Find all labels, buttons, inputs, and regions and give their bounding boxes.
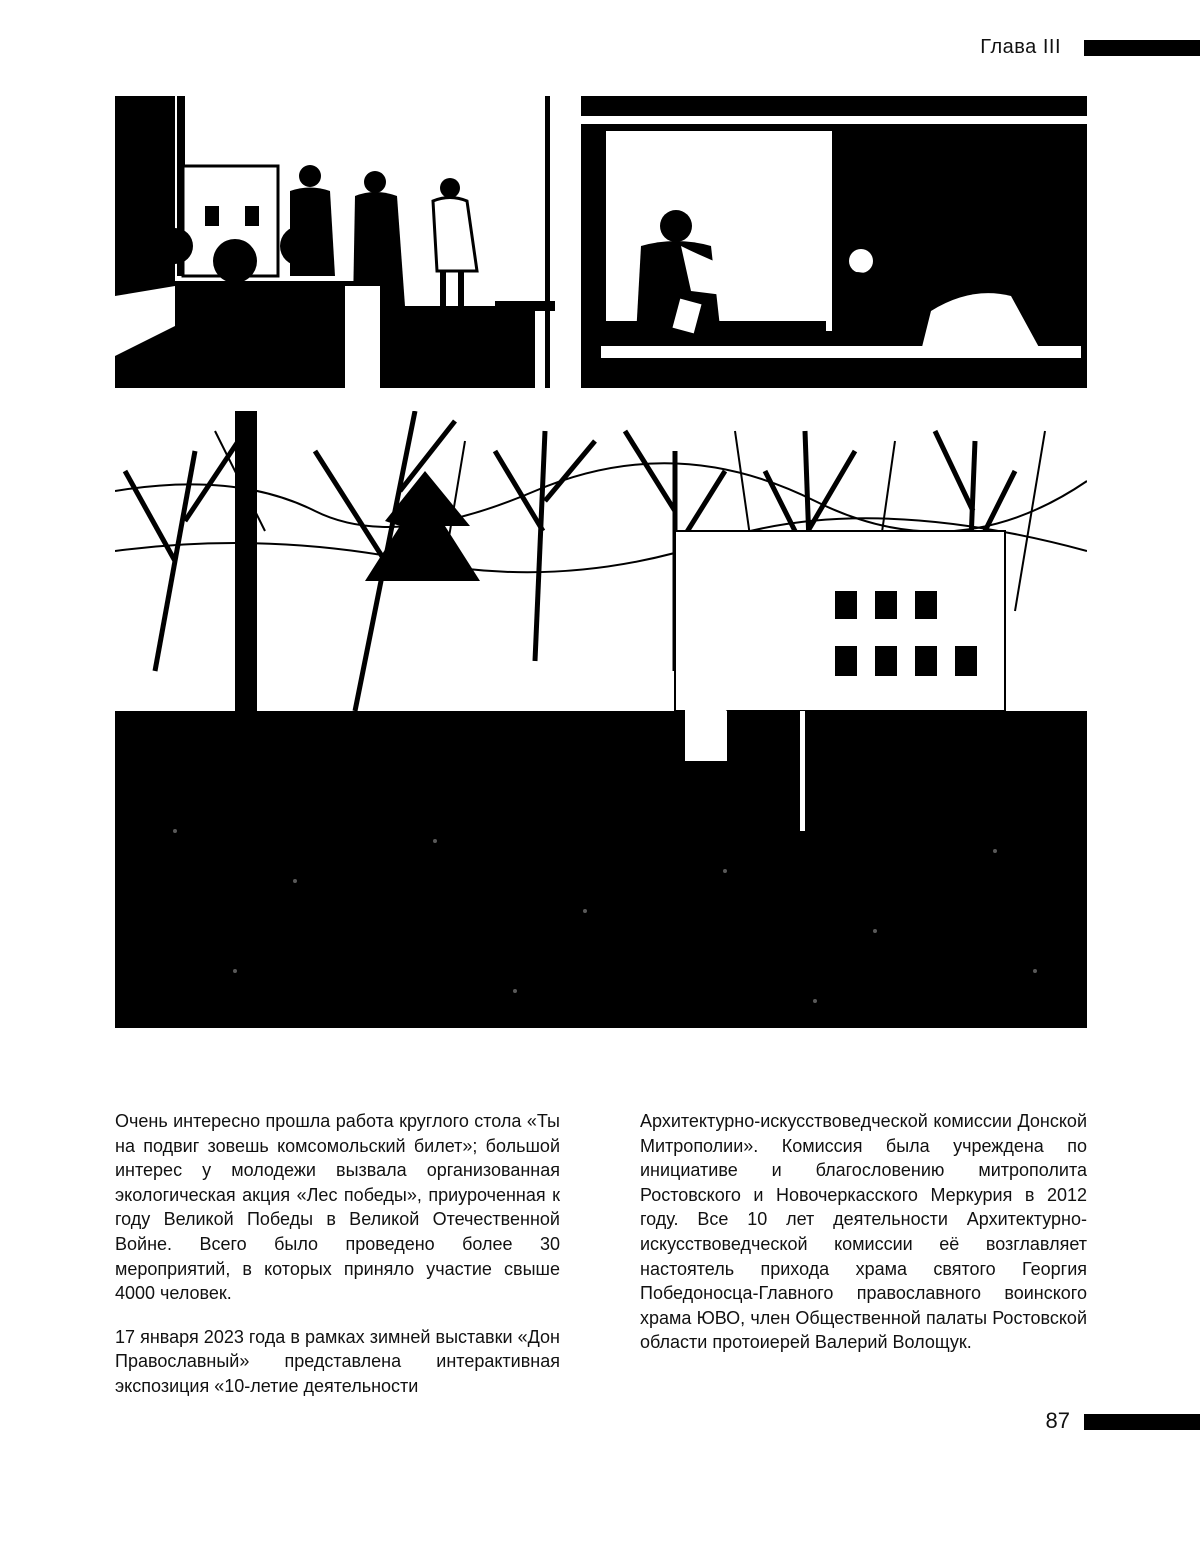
photo-tree-planting xyxy=(115,411,1087,1028)
footer-bar xyxy=(1084,1414,1200,1430)
photo-presentation xyxy=(115,96,569,388)
paragraph: 17 января 2023 года в рамках зимней выставки «Дон Православный» представлена интерактивная экспозиция «10-летие деятельности xyxy=(115,1326,560,1396)
paragraph: Очень интересно прошла работа круглого стола «Ты на подвиг зовешь комсомольский билет»; большой интерес у молодежи вызвала организованная экологическая акция «Лес победы», приуроченная к году Великой Победы в Великой Отечественной Войне. Всего было проведено более 30 мероприятий, в которых приняло участие свыше 4000 человек. xyxy=(115,1111,560,1304)
text-column-right xyxy=(640,1109,1087,1374)
paragraph: Архитектурно-искусствоведческой комиссии Донской Митрополии». Комиссия была учреждена по инициативе и благословению митрополита Ростовского и Новочеркасского Меркурия в 2012 году. Все 10 лет деятельности Архитектурно-искусствоведческой комиссии её возглавляет настоятель прихода храма святого Георгия Победоносца-Главного православного воинского храма ЮВО, член Общественной палаты Ростовской области протоиерей Валерий Волощук. xyxy=(640,1111,1087,1353)
chapter-label: Глава III xyxy=(980,36,1061,58)
page-number: 87 xyxy=(1045,1408,1070,1433)
text-column-left xyxy=(115,1109,560,1418)
header-bar xyxy=(1084,40,1200,56)
photo-meeting xyxy=(581,96,1087,388)
